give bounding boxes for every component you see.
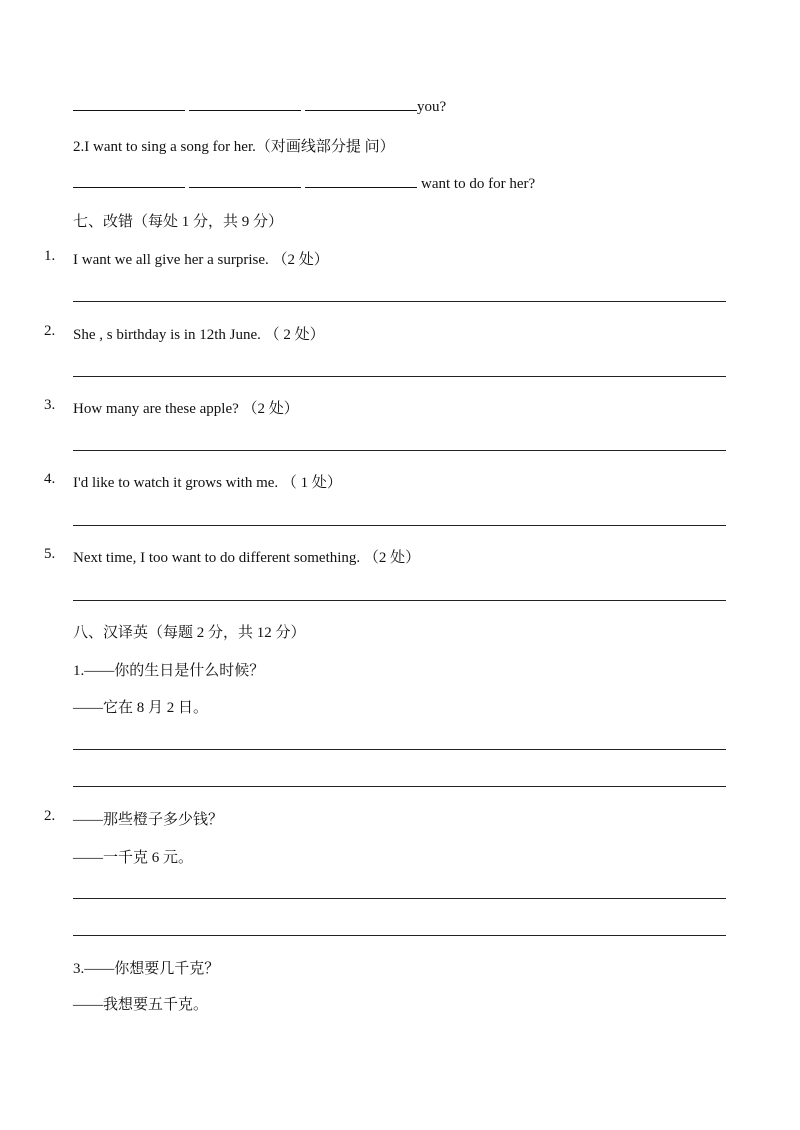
error-sentence: I want we all give her a surprise. （2 处）: [73, 252, 329, 268]
translate-prompt: 1.——你的生日是什么时候？: [73, 663, 265, 679]
answer-blank[interactable]: [305, 96, 417, 111]
answer-rule[interactable]: [73, 376, 726, 377]
answer-rule[interactable]: [73, 786, 726, 787]
translate-prompt: ——我想要五千克。: [73, 997, 209, 1013]
section8-title: 八、汉译英（每题 2 分，共 12 分）: [73, 625, 306, 641]
answer-rule[interactable]: [73, 935, 726, 936]
q1-answer-line: [73, 96, 446, 116]
translate-prompt: ——一千克 6 元。: [73, 850, 194, 866]
answer-rule[interactable]: [73, 749, 726, 750]
answer-blank[interactable]: [305, 173, 417, 188]
q2-answer-line: [73, 173, 535, 193]
answer-rule[interactable]: [73, 450, 726, 451]
answer-rule[interactable]: [73, 301, 726, 302]
answer-blank[interactable]: [73, 96, 185, 111]
item-number: 4.: [44, 471, 56, 487]
item-number: 5.: [44, 546, 56, 562]
item-number: 2.: [44, 808, 56, 824]
answer-blank[interactable]: [189, 173, 301, 188]
answer-blank[interactable]: [189, 96, 301, 111]
section7-title: 七、改错（每处 1 分，共 9 分）: [73, 214, 284, 230]
q1-tail: you?: [417, 99, 447, 115]
error-sentence: How many are these apple? （2 处）: [73, 401, 299, 417]
translate-prompt: ——它在 8 月 2 日。: [73, 700, 209, 716]
item-number: 1.: [44, 248, 56, 264]
q2-tail: want to do for her?: [421, 176, 536, 192]
error-sentence: Next time, I too want to do different something. （2 处）: [73, 550, 421, 566]
answer-rule[interactable]: [73, 600, 726, 601]
translate-prompt: ——那些橙子多少钱？: [73, 812, 224, 828]
answer-rule[interactable]: [73, 898, 726, 899]
answer-rule[interactable]: [73, 525, 726, 526]
error-sentence: I'd like to watch it grows with me. （ 1 处）: [73, 475, 342, 491]
error-sentence: She , s birthday is in 12th June. （ 2 处）: [73, 327, 325, 343]
q2-prompt: 2.I want to sing a song for her.（对画线部分提 问）: [73, 139, 395, 155]
translate-prompt: 3.——你想要几千克？: [73, 961, 220, 977]
item-number: 3.: [44, 397, 56, 413]
answer-blank[interactable]: [73, 173, 185, 188]
item-number: 2.: [44, 323, 56, 339]
